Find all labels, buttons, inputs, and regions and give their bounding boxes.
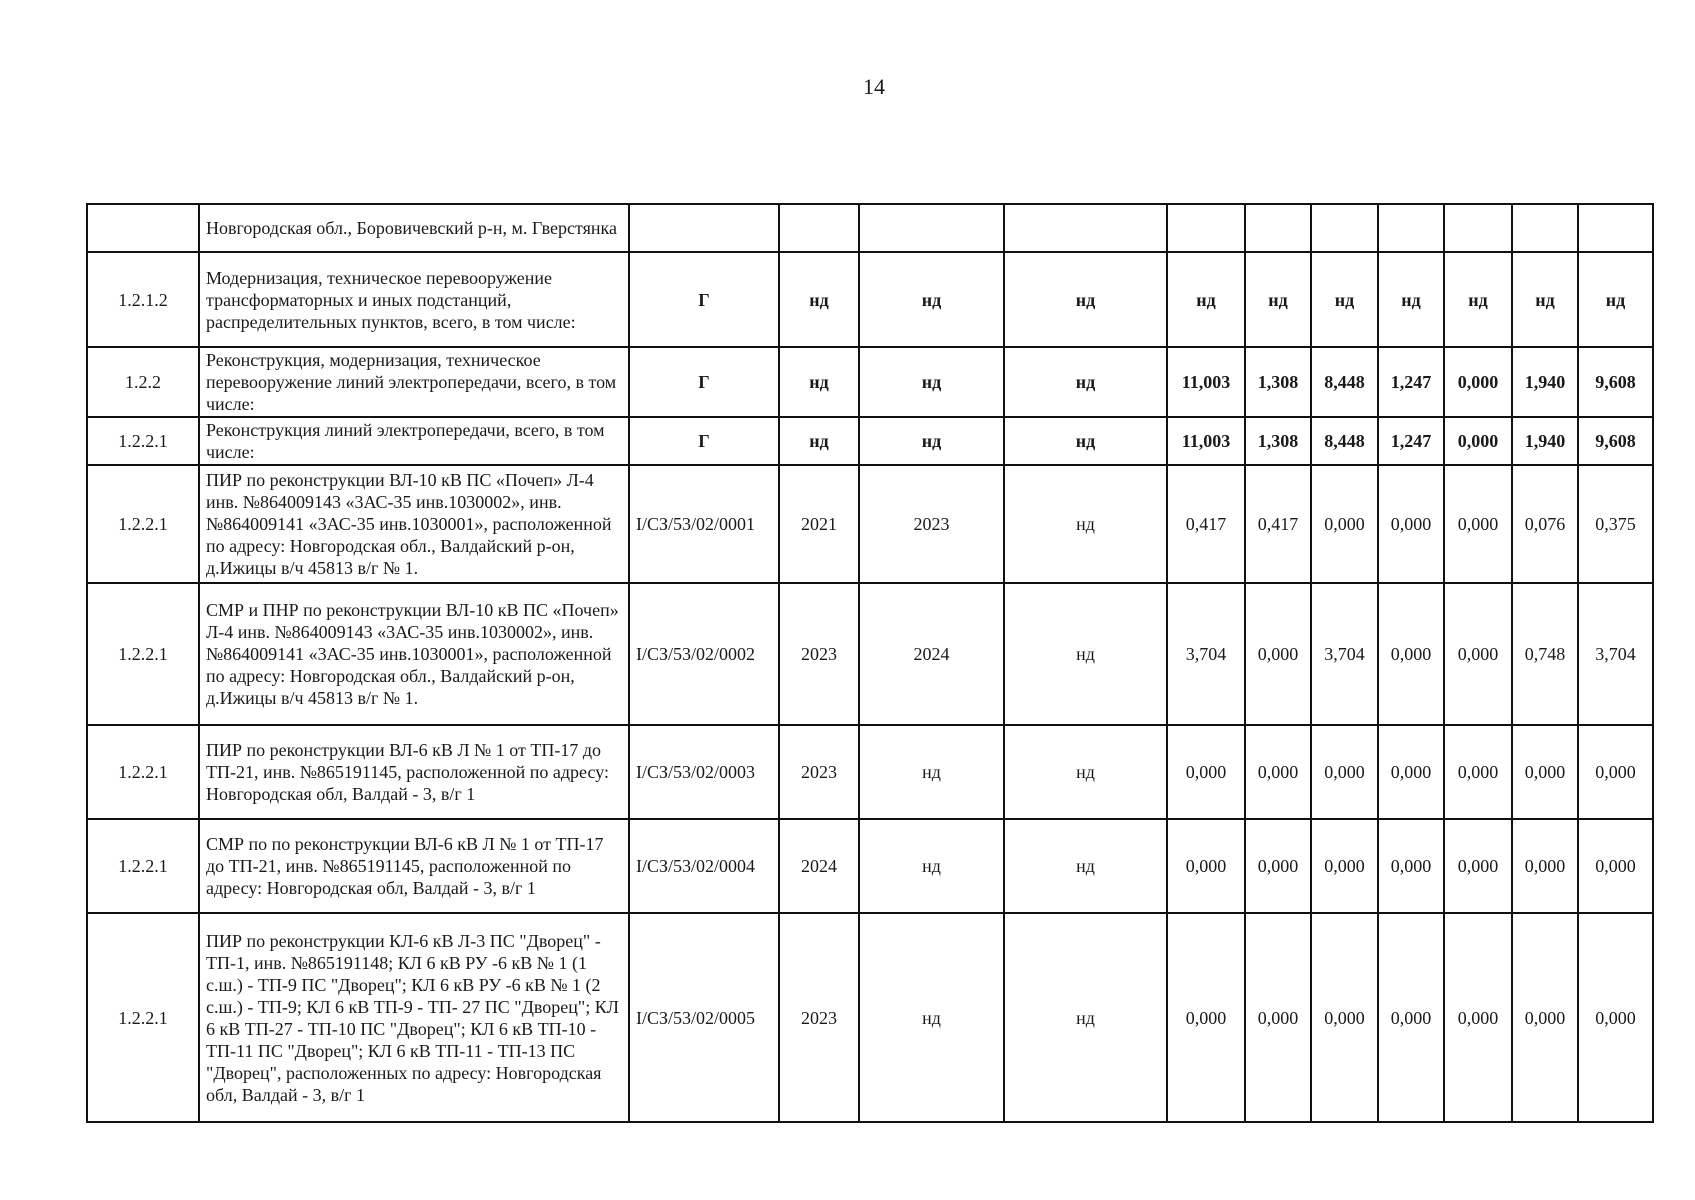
row-description: ПИР по реконструкции ВЛ-6 кВ Л № 1 от ТП-17 до ТП-21, инв. №865191145, расположенной по адресу: Новгородская обл, Валдай - 3, в/г 1 (199, 725, 629, 819)
row-value-7 (1578, 204, 1653, 252)
row-value-1: 0,000 (1167, 819, 1245, 913)
row-description: ПИР по реконструкции ВЛ-10 кВ ПС «Почеп» Л-4 инв. №864009143 «3АС-35 инв.1030002», инв. №864009141 «3АС-35 инв.1030001», расположенной по адресу: Новгородская обл., Валдайский р-он, д.Ижицы в/ч 45813 в/г № 1. (199, 465, 629, 583)
row-extra: нд (1004, 913, 1167, 1122)
row-value-1: нд (1167, 252, 1245, 347)
row-value-4: 0,000 (1378, 819, 1444, 913)
row-value-5: 0,000 (1444, 913, 1512, 1122)
row-extra (1004, 204, 1167, 252)
row-end-year: 2023 (859, 465, 1004, 583)
row-value-5: 0,000 (1444, 465, 1512, 583)
row-value-5: 0,000 (1444, 583, 1512, 725)
row-code: 1.2.2.1 (87, 583, 199, 725)
row-value-7: 0,000 (1578, 819, 1653, 913)
row-identifier (629, 204, 779, 252)
row-extra: нд (1004, 347, 1167, 417)
row-start-year: 2023 (779, 725, 859, 819)
row-description: Модернизация, техническое перевооружение трансформаторных и иных подстанций, распределительных пунктов, всего, в том числе: (199, 252, 629, 347)
row-description: СМР и ПНР по реконструкции ВЛ-10 кВ ПС «Почеп» Л-4 инв. №864009143 «3АС-35 инв.1030002», инв. №864009141 «3АС-35 инв.1030001», расположенной по адресу: Новгородская обл., Валдайский р-он, д.Ижицы в/ч 45813 в/г № 1. (199, 583, 629, 725)
table-row (87, 725, 1653, 819)
row-value-3: 8,448 (1311, 347, 1378, 417)
row-value-1: 0,000 (1167, 725, 1245, 819)
row-extra: нд (1004, 819, 1167, 913)
row-identifier: I/СЗ/53/02/0003 (629, 725, 779, 819)
row-value-2: нд (1245, 252, 1311, 347)
row-value-4: 1,247 (1378, 417, 1444, 465)
row-value-2 (1245, 204, 1311, 252)
row-end-year: нд (859, 417, 1004, 465)
table-row (87, 347, 1653, 417)
table-row (87, 819, 1653, 913)
row-value-6 (1512, 204, 1578, 252)
row-identifier: Г (629, 347, 779, 417)
row-value-6: 0,748 (1512, 583, 1578, 725)
row-start-year: 2023 (779, 913, 859, 1122)
row-value-5: 0,000 (1444, 417, 1512, 465)
row-code: 1.2.2 (87, 347, 199, 417)
row-identifier: I/СЗ/53/02/0001 (629, 465, 779, 583)
row-value-1: 11,003 (1167, 417, 1245, 465)
row-extra: нд (1004, 252, 1167, 347)
row-value-3: 3,704 (1311, 583, 1378, 725)
row-end-year: нд (859, 347, 1004, 417)
row-value-1 (1167, 204, 1245, 252)
row-start-year: 2021 (779, 465, 859, 583)
row-value-7: 9,608 (1578, 417, 1653, 465)
row-value-4 (1378, 204, 1444, 252)
row-description: ПИР по реконструкции КЛ-6 кВ Л-3 ПС "Дворец" - ТП-1, инв. №865191148; КЛ 6 кВ РУ -6 кВ № 1 (1 с.ш.) - ТП-9 ПС "Дворец"; КЛ 6 кВ РУ -6 кВ № 1 (2 с.ш.) - ТП-9; КЛ 6 кВ ТП-9 - ТП- 27 ПС "Дворец"; КЛ 6 кВ ТП-27 - ТП-10 ПС "Дворец"; КЛ 6 кВ ТП-10 - ТП-11 ПС "Дворец"; КЛ 6 кВ ТП-11 - ТП-13 ПС "Дворец", расположенных по адресу: Новгородская обл, Валдай - 3, в/г 1 (199, 913, 629, 1122)
row-description: Новгородская обл., Боровичевский р-н, м. Гверстянка (199, 204, 629, 252)
row-value-7: 0,000 (1578, 913, 1653, 1122)
row-value-7: 0,000 (1578, 725, 1653, 819)
row-extra: нд (1004, 583, 1167, 725)
row-extra: нд (1004, 417, 1167, 465)
row-code (87, 204, 199, 252)
row-start-year: нд (779, 417, 859, 465)
row-value-3: 8,448 (1311, 417, 1378, 465)
row-value-2: 0,000 (1245, 913, 1311, 1122)
row-end-year: нд (859, 819, 1004, 913)
row-value-3: 0,000 (1311, 725, 1378, 819)
row-value-3: 0,000 (1311, 819, 1378, 913)
row-code: 1.2.2.1 (87, 913, 199, 1122)
row-value-3 (1311, 204, 1378, 252)
row-value-3: 0,000 (1311, 465, 1378, 583)
row-value-7: 0,375 (1578, 465, 1653, 583)
row-start-year: нд (779, 252, 859, 347)
row-value-2: 0,000 (1245, 819, 1311, 913)
row-identifier: Г (629, 252, 779, 347)
row-value-1: 0,000 (1167, 913, 1245, 1122)
row-start-year: нд (779, 347, 859, 417)
row-end-year: нд (859, 913, 1004, 1122)
row-value-2: 0,000 (1245, 583, 1311, 725)
row-description: Реконструкция, модернизация, техническое перевооружение линий электропередачи, всего, в том числе: (199, 347, 629, 417)
page-number: 14 (863, 74, 885, 99)
row-value-6: нд (1512, 252, 1578, 347)
table-row (87, 204, 1653, 252)
row-end-year (859, 204, 1004, 252)
row-value-7: нд (1578, 252, 1653, 347)
row-identifier: I/СЗ/53/02/0002 (629, 583, 779, 725)
row-value-6: 0,000 (1512, 819, 1578, 913)
row-value-6: 0,000 (1512, 725, 1578, 819)
row-identifier: I/СЗ/53/02/0005 (629, 913, 779, 1122)
row-value-4: нд (1378, 252, 1444, 347)
row-start-year: 2024 (779, 819, 859, 913)
row-identifier: I/СЗ/53/02/0004 (629, 819, 779, 913)
row-value-2: 0,417 (1245, 465, 1311, 583)
table-row (87, 913, 1653, 1122)
row-value-6: 1,940 (1512, 417, 1578, 465)
row-description: СМР по по реконструкции ВЛ-6 кВ Л № 1 от ТП-17 до ТП-21, инв. №865191145, расположенной по адресу: Новгородская обл, Валдай - 3, в/г 1 (199, 819, 629, 913)
row-start-year: 2023 (779, 583, 859, 725)
row-value-6: 0,076 (1512, 465, 1578, 583)
table-row (87, 583, 1653, 725)
row-value-1: 0,417 (1167, 465, 1245, 583)
row-value-4: 0,000 (1378, 465, 1444, 583)
row-value-7: 9,608 (1578, 347, 1653, 417)
row-start-year (779, 204, 859, 252)
row-end-year: 2024 (859, 583, 1004, 725)
row-value-6: 0,000 (1512, 913, 1578, 1122)
row-extra: нд (1004, 725, 1167, 819)
row-description: Реконструкция линий электропередачи, всего, в том числе: (199, 417, 629, 465)
row-value-2: 1,308 (1245, 347, 1311, 417)
row-value-2: 0,000 (1245, 725, 1311, 819)
row-code: 1.2.2.1 (87, 417, 199, 465)
row-value-5: 0,000 (1444, 725, 1512, 819)
row-value-4: 0,000 (1378, 725, 1444, 819)
row-value-1: 11,003 (1167, 347, 1245, 417)
row-value-1: 3,704 (1167, 583, 1245, 725)
row-value-5: 0,000 (1444, 347, 1512, 417)
row-value-2: 1,308 (1245, 417, 1311, 465)
row-value-7: 3,704 (1578, 583, 1653, 725)
investment-table (86, 203, 1654, 1123)
row-value-3: нд (1311, 252, 1378, 347)
row-end-year: нд (859, 725, 1004, 819)
row-code: 1.2.2.1 (87, 465, 199, 583)
row-extra: нд (1004, 465, 1167, 583)
row-value-6: 1,940 (1512, 347, 1578, 417)
table-row (87, 465, 1653, 583)
row-code: 1.2.2.1 (87, 819, 199, 913)
row-end-year: нд (859, 252, 1004, 347)
row-code: 1.2.2.1 (87, 725, 199, 819)
table-row (87, 252, 1653, 347)
row-code: 1.2.1.2 (87, 252, 199, 347)
row-value-4: 0,000 (1378, 913, 1444, 1122)
table-row (87, 417, 1653, 465)
row-value-5: нд (1444, 252, 1512, 347)
row-value-5: 0,000 (1444, 819, 1512, 913)
row-value-4: 0,000 (1378, 583, 1444, 725)
row-value-3: 0,000 (1311, 913, 1378, 1122)
row-value-4: 1,247 (1378, 347, 1444, 417)
row-value-5 (1444, 204, 1512, 252)
row-identifier: Г (629, 417, 779, 465)
